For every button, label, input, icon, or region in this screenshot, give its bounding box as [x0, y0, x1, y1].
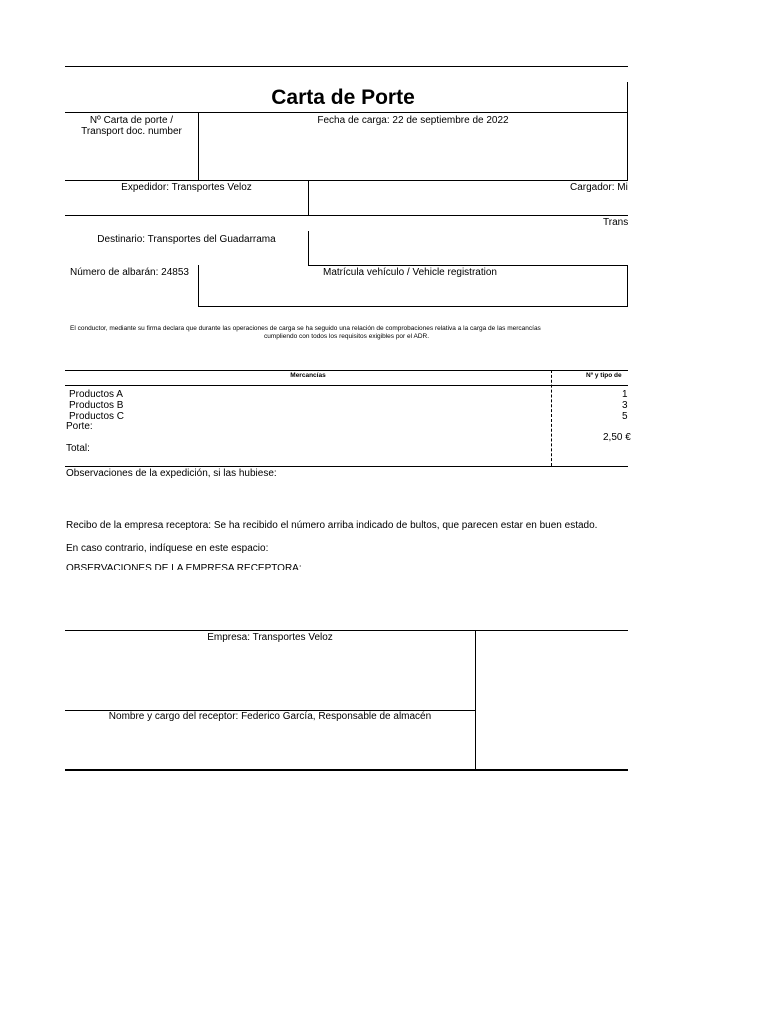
declaration-line1: El conductor, mediante su firma declara que durante las operaciones de carga se ha seguido una relación de comprobaciones relativa a la carga de las mercancías — [70, 325, 541, 332]
packages-header: Nº y tipo de — [586, 372, 622, 379]
qty-row-c: 5 — [622, 411, 628, 422]
doc-number-label-line1: Nº Carta de porte / — [89, 115, 174, 126]
page-title: Carta de Porte — [271, 86, 415, 109]
title-underline — [65, 112, 628, 113]
delivery-divider — [198, 265, 199, 306]
qty-row-b: 3 — [622, 400, 628, 411]
total-label: Total: — [66, 443, 90, 454]
top-rule — [65, 66, 628, 67]
receipt-text: Recibo de la empresa receptora: Se ha recibido el número arriba indicado de bultos, que parecen estar en buen estado. — [66, 520, 598, 531]
otherwise-text: En caso contrario, indíquese en este espacio: — [66, 543, 269, 554]
delivery-note: Número de albarán: 24853 — [70, 267, 189, 278]
signature-company: Empresa: Transportes Veloz — [207, 632, 333, 643]
doc-number-label-line2: Transport doc. number — [81, 126, 182, 137]
goods-rule-bottom — [65, 466, 628, 467]
porte-label: Porte: — [66, 421, 93, 432]
goods-header: Mercancías — [290, 372, 326, 379]
destination: Destinario: Transportes del Guadarrama — [97, 234, 276, 245]
declaration-line2: cumpliendo con todos los requisitos exigibles por el ADR. — [263, 333, 430, 340]
qty-row-a: 1 — [622, 389, 628, 400]
shipper-rule-bottom — [65, 215, 628, 216]
vehicle-rule-bottom — [198, 306, 628, 307]
vehicle-registration: Matrícula vehículo / Vehicle registration — [323, 267, 497, 278]
carrier: Trans — [603, 217, 629, 228]
goods-rule-header — [65, 385, 628, 386]
vehicle-rule-top — [308, 265, 628, 266]
signature-divider — [475, 630, 476, 770]
shipper-rule-top — [65, 180, 628, 181]
vehicle-right-border — [627, 265, 628, 306]
receiver-name: Nombre y cargo del receptor: Federico García, Responsable de almacén — [108, 711, 432, 722]
product-row-b: Productos B — [69, 400, 124, 411]
destination-divider — [308, 231, 309, 265]
right-border-top — [627, 82, 628, 180]
product-row-c: Productos C — [69, 411, 125, 422]
shipment-observations: Observaciones de la expedición, si las hubiese: — [66, 468, 277, 479]
loader: Cargador: Mi — [570, 182, 628, 193]
goods-rule-top — [65, 370, 628, 371]
load-date: Fecha de carga: 22 de septiembre de 2022 — [317, 115, 509, 126]
receiver-observations-clip — [66, 563, 366, 570]
doc-number-label — [65, 115, 198, 137]
porte-value: 2,50 € — [603, 432, 631, 443]
signature-rule-top — [65, 630, 628, 631]
signature-rule-bottom — [65, 769, 628, 771]
receiver-observations-heading: OBSERVACIONES DE LA EMPRESA RECEPTORA: — [66, 563, 302, 570]
shipper-divider — [308, 180, 309, 215]
shipper: Expedidor: Transportes Veloz — [121, 182, 252, 193]
product-row-a: Productos A — [69, 389, 123, 400]
